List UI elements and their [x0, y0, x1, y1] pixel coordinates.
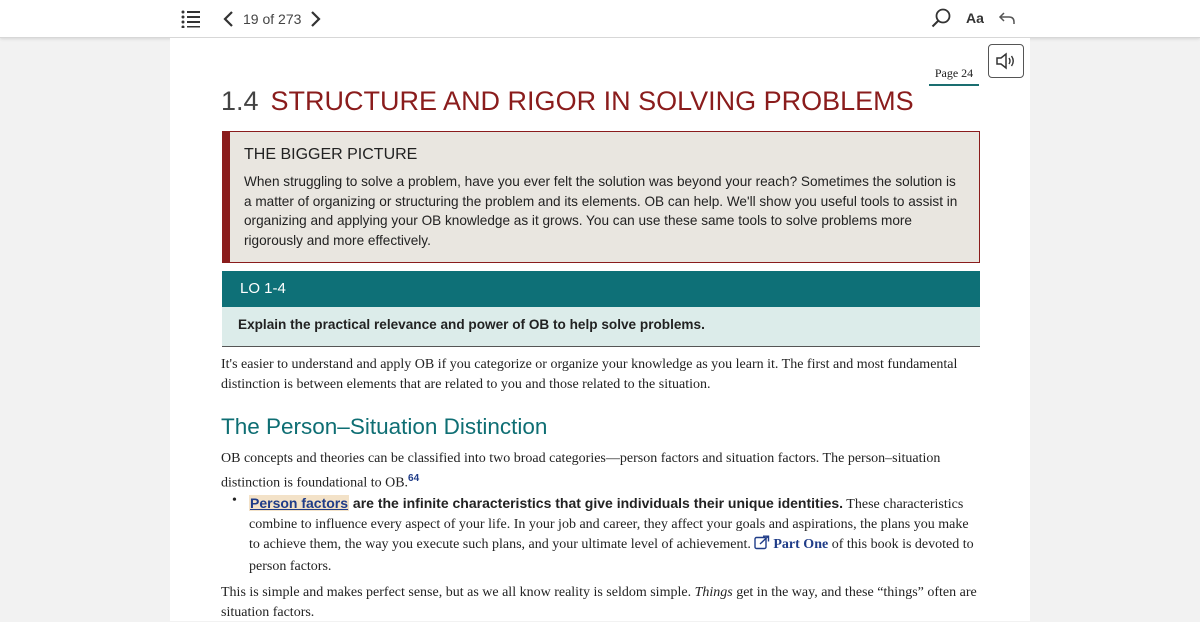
- cross-reference-icon[interactable]: [754, 535, 770, 557]
- glossary-term-link[interactable]: Person factors: [250, 495, 349, 511]
- search-button[interactable]: [929, 6, 953, 30]
- list-item-text-end: of this book is devoted to person factors.: [249, 537, 974, 574]
- page-counter: 19 of 273: [243, 11, 302, 27]
- emphasis-text: Things: [694, 585, 733, 600]
- list-item: [249, 493, 979, 577]
- reader-toolbar: [0, 0, 1200, 38]
- speaker-icon: [995, 52, 1017, 70]
- font-settings-button[interactable]: Aa: [966, 10, 984, 26]
- subsection-heading: The Person–Situation Distinction: [221, 414, 548, 439]
- return-arrow-icon: [998, 10, 1016, 26]
- paragraph-text: This is simple and makes perfect sense, but as we all know reality is seldom simple.: [221, 585, 695, 600]
- part-one-link[interactable]: Part One: [773, 537, 829, 552]
- search-icon: [930, 7, 952, 29]
- learning-objective-text: Explain the practical relevance and power of OB to help solve problems.: [238, 317, 705, 332]
- back-button[interactable]: [996, 7, 1018, 29]
- body-paragraph: [221, 449, 991, 493]
- paragraph-text-end: get in the way, and these “things” often are situation factors.: [221, 585, 977, 620]
- chevron-right-icon: [310, 10, 322, 28]
- term-definition: are the infinite characteristics that give individuals their unique identities.: [349, 495, 844, 511]
- bigger-picture-heading: THE BIGGER PICTURE: [244, 146, 418, 163]
- bigger-picture-text: When struggling to solve a problem, have you ever felt the solution was beyond your reach? Sometimes the solution is a matter of organizing or structuring the problem and its elements. OB can help. We'll show you useful tools to assist in organizing and applying your OB knowledge as it grows. You can use these same tools to solve problems more rigorously and more effectively.: [244, 174, 958, 248]
- section-number: 1.4: [221, 86, 259, 116]
- section-title-text: STRUCTURE AND RIGOR IN SOLVING PROBLEMS: [270, 86, 914, 116]
- list-item-text: These characteristics combine to influence every aspect of your life. In your job and career, they affect your goals and aspirations, the plans you make to achieve them, the way you execute such plans, and your ultimate level of achievement.: [249, 497, 969, 552]
- read-aloud-button[interactable]: [988, 44, 1024, 78]
- page-number-marker: Page 24: [929, 66, 979, 86]
- previous-page-button[interactable]: [219, 8, 237, 30]
- section-title: [221, 86, 914, 117]
- body-paragraph: [221, 583, 981, 622]
- learning-objective-header: [222, 271, 980, 307]
- table-of-contents-icon[interactable]: [180, 8, 202, 30]
- learning-objective-label: LO 1-4: [240, 280, 286, 297]
- body-paragraph: It's easier to understand and apply OB if you categorize or organize your knowledge as you learn it. The first and most fundamental distinction is between elements that are related to you and those related to the situation.: [221, 357, 958, 392]
- bullet-icon: •: [232, 493, 237, 508]
- footnote-link[interactable]: 64: [408, 472, 420, 484]
- next-page-button[interactable]: [307, 8, 325, 30]
- chevron-left-icon: [222, 10, 234, 28]
- paragraph-text: OB concepts and theories can be classified into two broad categories—person factors and situation factors. The person–situation distinction is foundational to OB.: [221, 451, 941, 491]
